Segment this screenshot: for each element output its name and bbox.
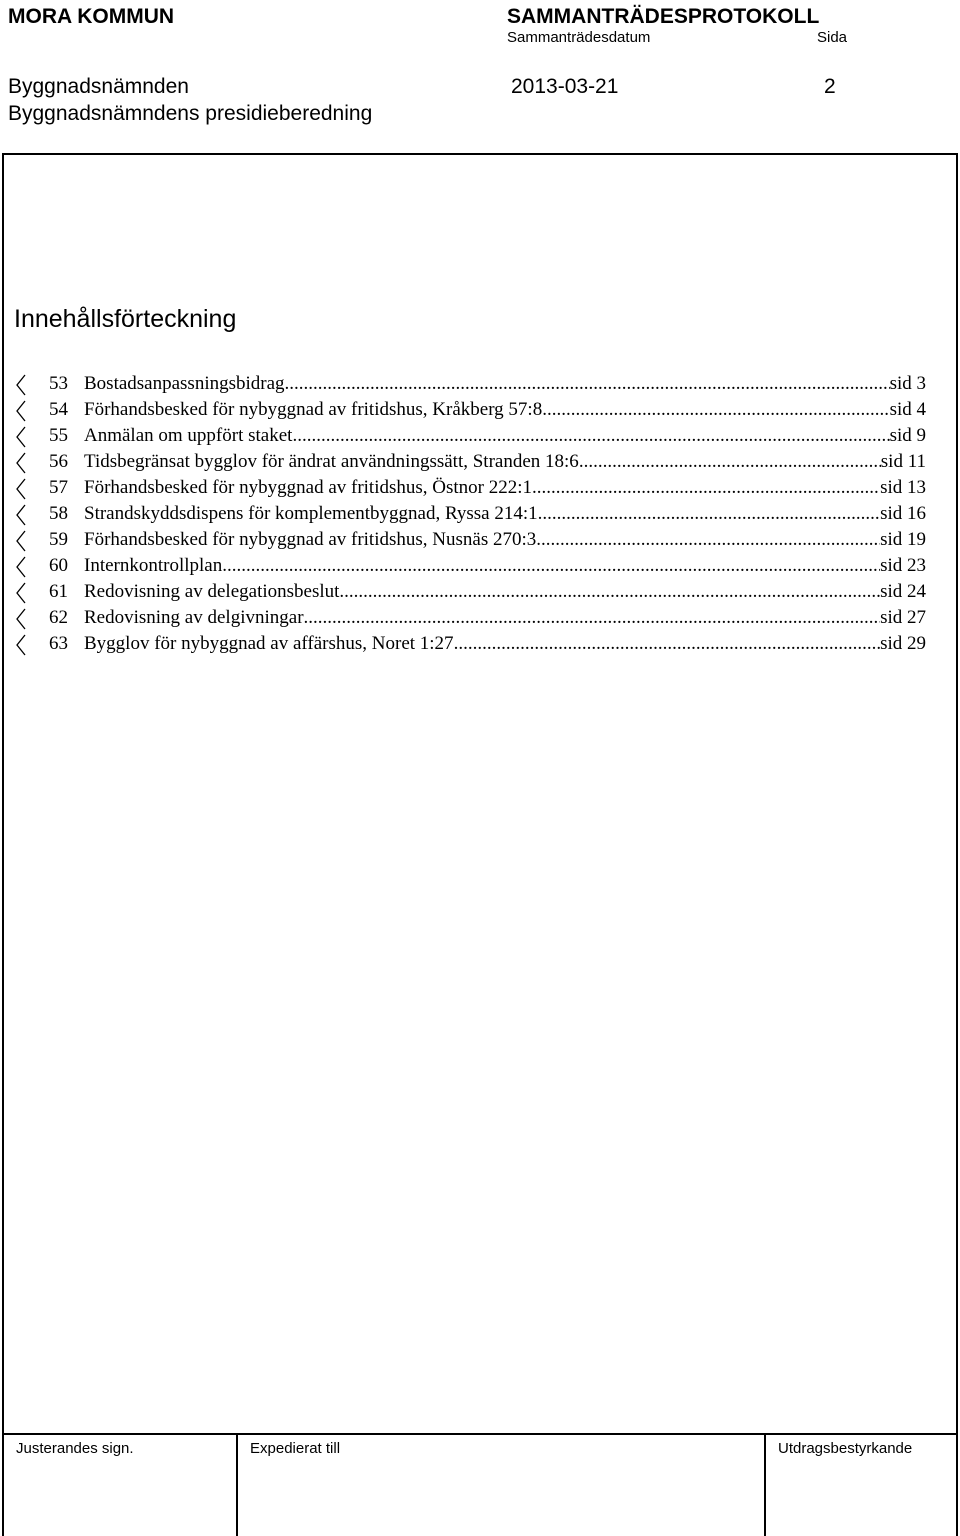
toc-item-number: 57 [49, 477, 68, 498]
toc-title: Innehållsförteckning [14, 305, 237, 333]
toc-item-number: 53 [49, 373, 68, 394]
toc-item-title: Bygglov för nybyggnad av affärshus, Noret 1:27 [84, 633, 454, 654]
section-mark-icon [14, 400, 30, 420]
toc-item-number: 63 [49, 633, 68, 654]
toc-item-page: sid 27 [880, 607, 926, 628]
footer-divider-1 [236, 1433, 238, 1536]
toc-dot-leader [532, 475, 880, 501]
footer-justering: Justerandes sign. [16, 1440, 134, 1457]
date-label: Sammanträdesdatum [507, 29, 651, 46]
section-mark-icon [14, 634, 30, 654]
toc-item-title: Redovisning av delegationsbeslut [84, 581, 340, 602]
footer-utdrag: Utdragsbestyrkande [778, 1440, 913, 1457]
toc-item-title: Förhandsbesked för nybyggnad av fritidshus, Östnor 222:1 [84, 477, 533, 498]
toc-item-title: Strandskyddsdispens för komplementbyggnad, Ryssa 214:1 [84, 503, 538, 524]
section-mark-icon [14, 582, 30, 602]
toc-item-number: 54 [49, 399, 68, 420]
committee-name: Byggnadsnämnden [8, 75, 189, 98]
toc-item-page: sid 4 [889, 399, 926, 420]
toc-item-page: sid 3 [889, 373, 926, 394]
toc-item-page: sid 19 [880, 529, 926, 550]
toc-item-title: Tidsbegränsat bygglov för ändrat användningssätt, Stranden 18:6 [84, 451, 579, 472]
toc-item-title: Bostadsanpassningsbidrag [84, 373, 285, 394]
toc-item[interactable] [14, 631, 926, 657]
section-mark-icon [14, 452, 30, 472]
toc-item-page: sid 24 [880, 581, 926, 602]
meeting-date: 2013-03-21 [511, 75, 619, 98]
toc-item-number: 60 [49, 555, 68, 576]
toc-dot-leader [304, 605, 881, 631]
toc-dot-leader [536, 527, 880, 553]
toc-item-number: 59 [49, 529, 68, 550]
municipality-name: MORA KOMMUN [8, 5, 175, 28]
page-label: Sida [817, 29, 848, 46]
toc-item-page: sid 23 [880, 555, 926, 576]
footer-expedierat: Expedierat till [250, 1440, 341, 1457]
toc-dot-leader [339, 579, 880, 605]
toc-item-title: Förhandsbesked för nybyggnad av fritidshus, Nusnäs 270:3 [84, 529, 537, 550]
footer-rule [2, 1433, 958, 1435]
toc-list [14, 371, 926, 657]
toc-dot-leader [579, 449, 881, 475]
section-mark-icon [14, 530, 30, 550]
toc-item[interactable] [14, 553, 926, 579]
toc-dot-leader [542, 397, 889, 423]
toc-item[interactable] [14, 371, 926, 397]
toc-item[interactable] [14, 579, 926, 605]
toc-item-title: Redovisning av delgivningar [84, 607, 304, 628]
subcommittee-name: Byggnadsnämndens presidieberedning [8, 102, 373, 125]
toc-item[interactable] [14, 475, 926, 501]
toc-item[interactable] [14, 423, 926, 449]
toc-item[interactable] [14, 605, 926, 631]
toc-dot-leader [538, 501, 880, 527]
toc-item-title: Internkontrollplan [84, 555, 223, 576]
header-rule [2, 153, 958, 155]
section-mark-icon [14, 374, 30, 394]
section-mark-icon [14, 478, 30, 498]
section-mark-icon [14, 556, 30, 576]
toc-item-title: Förhandsbesked för nybyggnad av fritidshus, Kråkberg 57:8 [84, 399, 543, 420]
document-type: SAMMANTRÄDESPROTOKOLL [507, 5, 820, 28]
section-mark-icon [14, 504, 30, 524]
toc-item-number: 56 [49, 451, 68, 472]
toc-item[interactable] [14, 449, 926, 475]
left-border [2, 153, 4, 1536]
toc-item-number: 58 [49, 503, 68, 524]
toc-item-page: sid 13 [880, 477, 926, 498]
toc-dot-leader [285, 371, 890, 397]
toc-item-page: sid 9 [889, 425, 926, 446]
footer-divider-2 [764, 1433, 766, 1536]
toc-item-title: Anmälan om uppfört staket [84, 425, 293, 446]
toc-item[interactable] [14, 501, 926, 527]
toc-dot-leader [292, 423, 889, 449]
right-border [956, 153, 958, 1536]
toc-item-number: 55 [49, 425, 68, 446]
toc-dot-leader [222, 553, 880, 579]
toc-item-number: 62 [49, 607, 68, 628]
toc-item[interactable] [14, 397, 926, 423]
toc-item-page: sid 11 [880, 451, 926, 472]
section-mark-icon [14, 608, 30, 628]
toc-dot-leader [454, 631, 881, 657]
page-number: 2 [824, 75, 836, 98]
toc-item-number: 61 [49, 581, 68, 602]
toc-item[interactable] [14, 527, 926, 553]
toc-item-page: sid 16 [880, 503, 926, 524]
section-mark-icon [14, 426, 30, 446]
toc-item-page: sid 29 [880, 633, 926, 654]
